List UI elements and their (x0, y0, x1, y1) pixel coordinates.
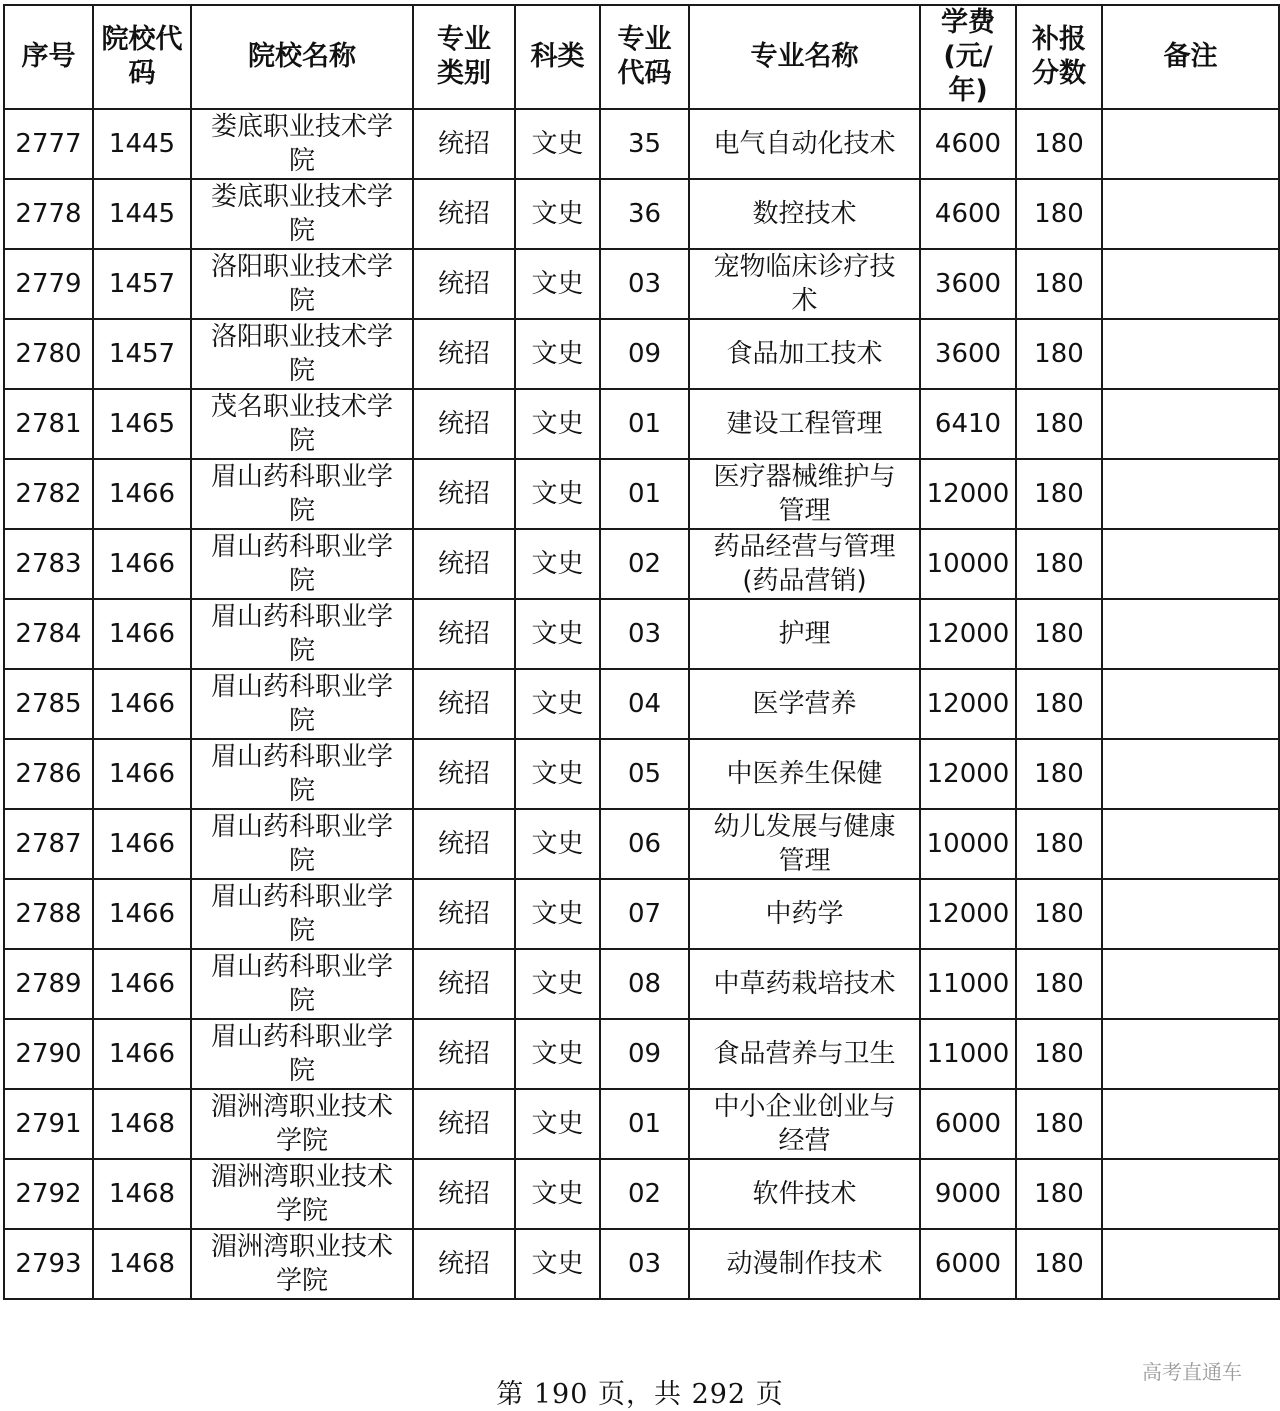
cell-school-code: 1466 (93, 739, 191, 809)
cell-major-category: 统招 (413, 1089, 515, 1159)
cell-supplement-score: 180 (1016, 529, 1102, 599)
cell-seq: 2785 (4, 669, 93, 739)
cell-school-name: 湄洲湾职业技术学院 (191, 1229, 413, 1299)
cell-tuition: 4600 (920, 179, 1016, 249)
cell-school-name: 眉山药科职业学院 (191, 739, 413, 809)
cell-remarks (1102, 179, 1279, 249)
cell-subject-type: 文史 (515, 809, 600, 879)
header-school-name: 院校名称 (191, 5, 413, 109)
cell-major-name: 建设工程管理 (689, 389, 920, 459)
cell-major-category: 统招 (413, 529, 515, 599)
cell-major-code: 01 (600, 389, 689, 459)
cell-remarks (1102, 109, 1279, 179)
cell-remarks (1102, 529, 1279, 599)
cell-remarks (1102, 1089, 1279, 1159)
header-major-name: 专业名称 (689, 5, 920, 109)
cell-subject-type: 文史 (515, 319, 600, 389)
cell-tuition: 9000 (920, 1159, 1016, 1229)
cell-tuition: 6000 (920, 1089, 1016, 1159)
cell-subject-type: 文史 (515, 1019, 600, 1089)
cell-tuition: 10000 (920, 529, 1016, 599)
cell-major-code: 36 (600, 179, 689, 249)
cell-tuition: 4600 (920, 109, 1016, 179)
cell-major-category: 统招 (413, 1159, 515, 1229)
cell-major-name: 中草药栽培技术 (689, 949, 920, 1019)
cell-school-code: 1445 (93, 109, 191, 179)
cell-school-code: 1466 (93, 949, 191, 1019)
cell-supplement-score: 180 (1016, 599, 1102, 669)
cell-supplement-score: 180 (1016, 669, 1102, 739)
cell-supplement-score: 180 (1016, 1159, 1102, 1229)
cell-major-category: 统招 (413, 739, 515, 809)
cell-school-name: 眉山药科职业学院 (191, 809, 413, 879)
cell-major-category: 统招 (413, 389, 515, 459)
cell-school-name: 娄底职业技术学院 (191, 109, 413, 179)
table-row (4, 109, 1279, 179)
cell-major-code: 06 (600, 809, 689, 879)
cell-remarks (1102, 459, 1279, 529)
cell-remarks (1102, 739, 1279, 809)
cell-major-name: 医疗器械维护与管理 (689, 459, 920, 529)
cell-remarks (1102, 249, 1279, 319)
cell-seq: 2788 (4, 879, 93, 949)
cell-subject-type: 文史 (515, 599, 600, 669)
cell-seq: 2779 (4, 249, 93, 319)
cell-remarks (1102, 1019, 1279, 1089)
cell-school-code: 1468 (93, 1229, 191, 1299)
cell-seq: 2777 (4, 109, 93, 179)
table-row (4, 319, 1279, 389)
header-major-category: 专业类别 (413, 5, 515, 109)
cell-seq: 2782 (4, 459, 93, 529)
cell-subject-type: 文史 (515, 179, 600, 249)
table-row (4, 809, 1279, 879)
cell-tuition: 6410 (920, 389, 1016, 459)
cell-tuition: 12000 (920, 459, 1016, 529)
header-major-code: 专业代码 (600, 5, 689, 109)
watermark: 高考直通车 (1142, 1360, 1242, 1384)
header-remarks: 备注 (1102, 5, 1279, 109)
cell-major-category: 统招 (413, 459, 515, 529)
cell-major-code: 09 (600, 319, 689, 389)
cell-seq: 2778 (4, 179, 93, 249)
table-row (4, 389, 1279, 459)
cell-subject-type: 文史 (515, 879, 600, 949)
cell-supplement-score: 180 (1016, 949, 1102, 1019)
cell-school-code: 1465 (93, 389, 191, 459)
cell-tuition: 12000 (920, 879, 1016, 949)
cell-school-name: 眉山药科职业学院 (191, 529, 413, 599)
cell-school-code: 1468 (93, 1089, 191, 1159)
cell-subject-type: 文史 (515, 389, 600, 459)
cell-school-name: 眉山药科职业学院 (191, 949, 413, 1019)
cell-major-category: 统招 (413, 949, 515, 1019)
cell-school-code: 1457 (93, 249, 191, 319)
cell-tuition: 11000 (920, 949, 1016, 1019)
cell-subject-type: 文史 (515, 1229, 600, 1299)
cell-school-name: 洛阳职业技术学院 (191, 319, 413, 389)
table-row (4, 459, 1279, 529)
cell-major-code: 03 (600, 599, 689, 669)
cell-seq: 2793 (4, 1229, 93, 1299)
header-seq: 序号 (4, 5, 93, 109)
admissions-table (3, 4, 1280, 1300)
cell-school-name: 茂名职业技术学院 (191, 389, 413, 459)
cell-major-code: 35 (600, 109, 689, 179)
cell-major-category: 统招 (413, 249, 515, 319)
cell-remarks (1102, 319, 1279, 389)
cell-major-name: 软件技术 (689, 1159, 920, 1229)
cell-supplement-score: 180 (1016, 1089, 1102, 1159)
cell-school-name: 洛阳职业技术学院 (191, 249, 413, 319)
cell-major-code: 02 (600, 1159, 689, 1229)
cell-tuition: 12000 (920, 669, 1016, 739)
cell-supplement-score: 180 (1016, 739, 1102, 809)
cell-major-name: 医学营养 (689, 669, 920, 739)
cell-major-name: 药品经营与管理(药品营销) (689, 529, 920, 599)
cell-school-name: 眉山药科职业学院 (191, 599, 413, 669)
table-row (4, 949, 1279, 1019)
table-row (4, 1229, 1279, 1299)
cell-seq: 2791 (4, 1089, 93, 1159)
cell-major-name: 数控技术 (689, 179, 920, 249)
cell-major-name: 中药学 (689, 879, 920, 949)
cell-seq: 2784 (4, 599, 93, 669)
cell-remarks (1102, 389, 1279, 459)
cell-major-category: 统招 (413, 1019, 515, 1089)
cell-supplement-score: 180 (1016, 879, 1102, 949)
table-row (4, 879, 1279, 949)
table-row (4, 249, 1279, 319)
cell-school-name: 眉山药科职业学院 (191, 1019, 413, 1089)
cell-school-code: 1466 (93, 1019, 191, 1089)
cell-major-code: 03 (600, 249, 689, 319)
cell-subject-type: 文史 (515, 1089, 600, 1159)
cell-school-code: 1466 (93, 669, 191, 739)
cell-seq: 2789 (4, 949, 93, 1019)
cell-supplement-score: 180 (1016, 459, 1102, 529)
cell-supplement-score: 180 (1016, 809, 1102, 879)
cell-supplement-score: 180 (1016, 1229, 1102, 1299)
cell-major-name: 护理 (689, 599, 920, 669)
cell-school-name: 湄洲湾职业技术学院 (191, 1089, 413, 1159)
header-subject-type: 科类 (515, 5, 600, 109)
cell-major-category: 统招 (413, 319, 515, 389)
cell-major-code: 09 (600, 1019, 689, 1089)
cell-remarks (1102, 599, 1279, 669)
table-row (4, 529, 1279, 599)
page-number: 第 190 页，共 292 页 (496, 1379, 784, 1410)
cell-major-code: 01 (600, 459, 689, 529)
table-body (4, 109, 1279, 1299)
cell-school-name: 眉山药科职业学院 (191, 879, 413, 949)
cell-tuition: 12000 (920, 599, 1016, 669)
cell-seq: 2780 (4, 319, 93, 389)
cell-major-category: 统招 (413, 879, 515, 949)
cell-school-code: 1457 (93, 319, 191, 389)
cell-major-code: 07 (600, 879, 689, 949)
cell-major-code: 08 (600, 949, 689, 1019)
cell-school-code: 1466 (93, 529, 191, 599)
cell-school-code: 1466 (93, 459, 191, 529)
cell-subject-type: 文史 (515, 249, 600, 319)
cell-major-category: 统招 (413, 669, 515, 739)
cell-major-code: 04 (600, 669, 689, 739)
cell-school-name: 眉山药科职业学院 (191, 669, 413, 739)
cell-seq: 2790 (4, 1019, 93, 1089)
cell-school-name: 湄洲湾职业技术学院 (191, 1159, 413, 1229)
table-row (4, 179, 1279, 249)
table-row (4, 1159, 1279, 1229)
cell-remarks (1102, 669, 1279, 739)
cell-subject-type: 文史 (515, 529, 600, 599)
cell-supplement-score: 180 (1016, 319, 1102, 389)
cell-tuition: 3600 (920, 319, 1016, 389)
cell-school-name: 眉山药科职业学院 (191, 459, 413, 529)
cell-major-name: 幼儿发展与健康管理 (689, 809, 920, 879)
cell-remarks (1102, 1229, 1279, 1299)
cell-major-code: 05 (600, 739, 689, 809)
cell-major-code: 03 (600, 1229, 689, 1299)
table-row (4, 599, 1279, 669)
cell-tuition: 3600 (920, 249, 1016, 319)
header-row (4, 5, 1279, 109)
cell-seq: 2781 (4, 389, 93, 459)
cell-tuition: 12000 (920, 739, 1016, 809)
cell-major-name: 电气自动化技术 (689, 109, 920, 179)
cell-supplement-score: 180 (1016, 249, 1102, 319)
cell-remarks (1102, 879, 1279, 949)
cell-school-code: 1466 (93, 879, 191, 949)
header-school-code: 院校代码 (93, 5, 191, 109)
cell-school-code: 1468 (93, 1159, 191, 1229)
cell-seq: 2786 (4, 739, 93, 809)
cell-major-category: 统招 (413, 109, 515, 179)
cell-major-category: 统招 (413, 1229, 515, 1299)
cell-tuition: 11000 (920, 1019, 1016, 1089)
cell-major-category: 统招 (413, 599, 515, 669)
cell-subject-type: 文史 (515, 459, 600, 529)
cell-major-code: 02 (600, 529, 689, 599)
cell-major-category: 统招 (413, 179, 515, 249)
cell-supplement-score: 180 (1016, 179, 1102, 249)
cell-seq: 2783 (4, 529, 93, 599)
cell-major-name: 中医养生保健 (689, 739, 920, 809)
cell-tuition: 6000 (920, 1229, 1016, 1299)
cell-subject-type: 文史 (515, 949, 600, 1019)
table-row (4, 1089, 1279, 1159)
cell-remarks (1102, 1159, 1279, 1229)
table-row (4, 669, 1279, 739)
cell-major-name: 食品营养与卫生 (689, 1019, 920, 1089)
cell-remarks (1102, 809, 1279, 879)
cell-seq: 2787 (4, 809, 93, 879)
cell-school-code: 1466 (93, 809, 191, 879)
cell-major-category: 统招 (413, 809, 515, 879)
cell-supplement-score: 180 (1016, 109, 1102, 179)
header-supplement-score: 补报分数 (1016, 5, 1102, 109)
cell-seq: 2792 (4, 1159, 93, 1229)
cell-supplement-score: 180 (1016, 1019, 1102, 1089)
table-row (4, 739, 1279, 809)
cell-subject-type: 文史 (515, 1159, 600, 1229)
cell-subject-type: 文史 (515, 669, 600, 739)
cell-remarks (1102, 949, 1279, 1019)
cell-tuition: 10000 (920, 809, 1016, 879)
cell-major-name: 动漫制作技术 (689, 1229, 920, 1299)
cell-major-name: 食品加工技术 (689, 319, 920, 389)
cell-major-name: 中小企业创业与经营 (689, 1089, 920, 1159)
cell-subject-type: 文史 (515, 109, 600, 179)
cell-school-code: 1466 (93, 599, 191, 669)
cell-major-code: 01 (600, 1089, 689, 1159)
header-tuition: 学费(元/年) (920, 5, 1016, 109)
cell-major-name: 宠物临床诊疗技术 (689, 249, 920, 319)
cell-school-name: 娄底职业技术学院 (191, 179, 413, 249)
cell-school-code: 1445 (93, 179, 191, 249)
table-row (4, 1019, 1279, 1089)
cell-supplement-score: 180 (1016, 389, 1102, 459)
cell-subject-type: 文史 (515, 739, 600, 809)
